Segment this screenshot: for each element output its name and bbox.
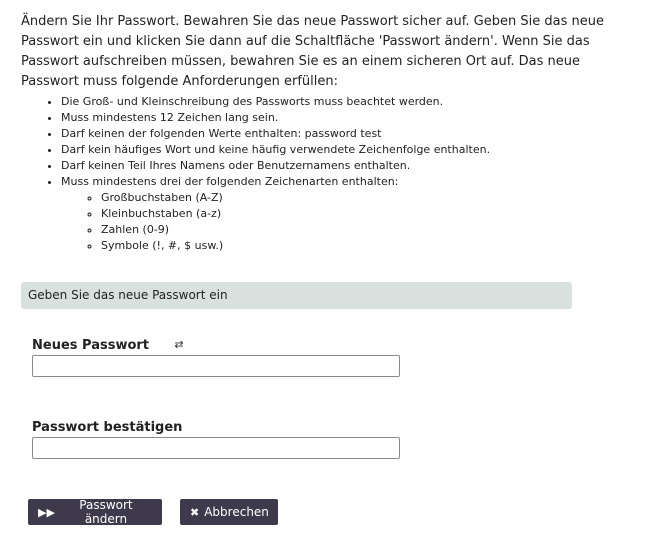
cancel-button[interactable] [180,499,278,525]
change-password-button[interactable] [28,499,162,525]
change-password-label: Passwort ändern [79,498,133,526]
close-icon: ✖ [190,505,200,519]
confirm-password-input[interactable] [32,437,400,459]
refresh-icon[interactable]: ⇄ [174,338,184,351]
requirement-item: • Muss mindestens 12 Zeichen lang sein. [61,110,647,126]
requirement-item-char-types [61,174,647,254]
requirement-item: • Darf keinen der folgenden Werte enthalten: password test [61,126,647,142]
requirement-item: • Die Groß- und Kleinschreibung des Passworts muss beachtet werden. [61,94,647,110]
char-type-item: ◦ Zahlen (0-9) [101,222,647,238]
requirement-item: • Darf keinen Teil Ihres Namens oder Benutzernamens enthalten. [61,158,647,174]
requirement-item: • Darf kein häufiges Wort und keine häufig verwendete Zeichenfolge enthalten. [61,142,647,158]
char-type-item: ◦ Kleinbuchstaben (a-z) [101,206,647,222]
requirements-list [21,94,647,254]
section-header: Geben Sie das neue Passwort ein [21,282,572,309]
fast-forward-icon: ▶▶ [38,505,55,519]
new-password-input[interactable] [32,355,400,377]
intro-text: Ändern Sie Ihr Passwort. Bewahren Sie das neue Passwort sicher auf. Geben Sie das neue Passwort ein und klicken Sie dann auf die Schaltfläche 'Passwort ändern'. Wenn Sie das Passwort aufschreiben müssen, bewahren Sie es an einem sicheren Ort auf. Das neue Passwort muss folgende Anforderungen erfüllen: [21,14,604,89]
char-type-item: ◦ Großbuchstaben (A-Z) [101,190,647,206]
requirement-item-label: Muss mindestens drei der folgenden Zeichenarten enthalten: [61,175,399,188]
char-type-item: ◦ Symbole (!, #, $ usw.) [101,238,647,254]
char-types-list [61,190,647,254]
cancel-label: Abbrechen [204,505,269,519]
confirm-password-label: Passwort bestätigen [32,420,183,435]
new-password-label: Neues Passwort [32,338,150,353]
